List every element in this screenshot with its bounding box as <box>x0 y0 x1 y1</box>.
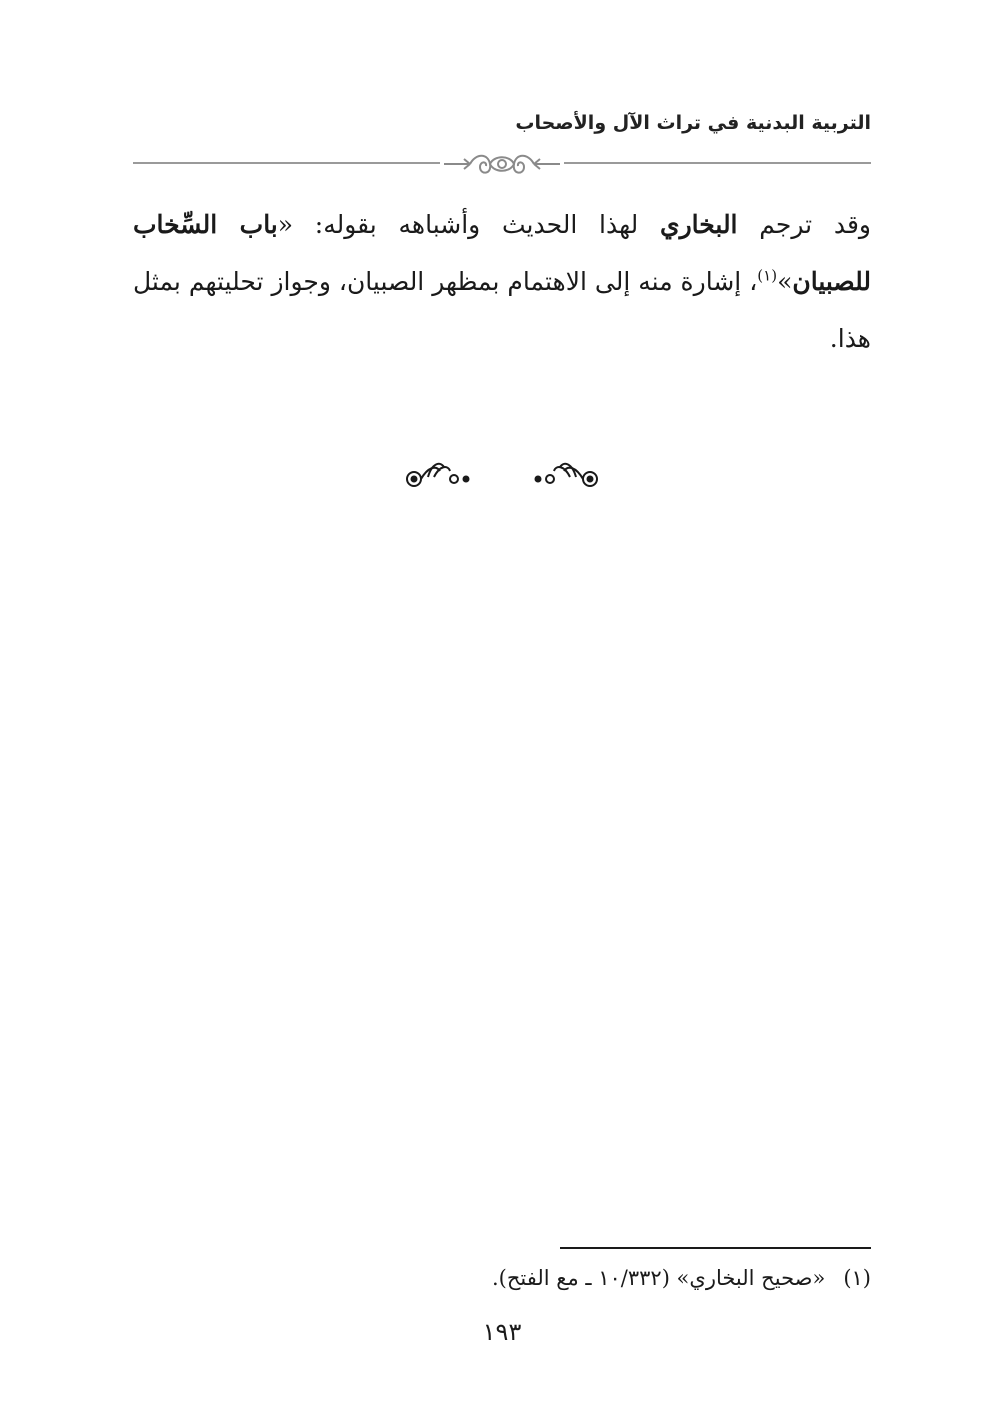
footnote-item <box>371 1262 871 1294</box>
body-text-segment: وقد ترجم <box>737 210 871 239</box>
scroll-flourish-icon <box>440 147 564 181</box>
running-header-title: التربية البدنية في تراث الآل والأصحاب <box>515 112 871 134</box>
footnote-number: (١) <box>843 1266 871 1290</box>
bold-chapter-title: باب السِّخاب للصبيان <box>133 210 871 296</box>
body-paragraph <box>133 196 871 367</box>
bold-name: البخاري <box>660 210 738 239</box>
floral-divider-icon <box>400 457 604 497</box>
footnote-separator-line <box>560 1247 871 1249</box>
body-text-segment: لهذا الحديث وأشباهه بقوله: « <box>277 210 660 239</box>
body-text-segment: ، إشارة منه إلى الاهتمام بمظهر الصبيان، وجواز تحليتهم بمثل هذا. <box>133 267 871 353</box>
page-number: ١٩٣ <box>482 1318 522 1346</box>
footnote-reference[interactable]: (١) <box>757 266 778 285</box>
body-text-segment: » <box>777 267 793 296</box>
footnote-text: «صحيح البخاري» (١٠/٣٣٢ ـ مع الفتح). <box>491 1266 826 1290</box>
